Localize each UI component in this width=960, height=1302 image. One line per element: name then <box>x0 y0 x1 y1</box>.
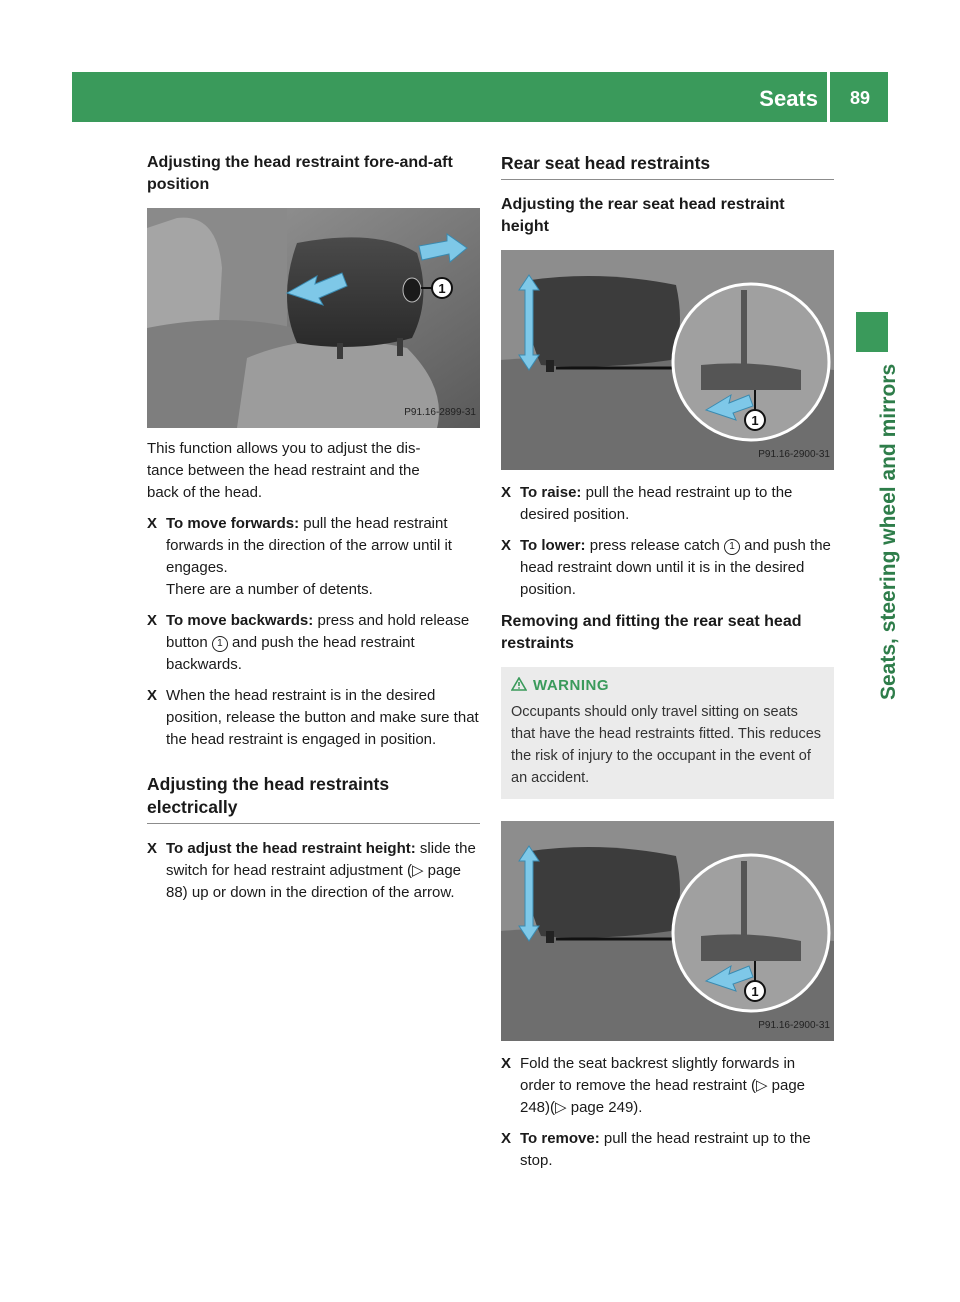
bullet-label: To move forwards: <box>166 515 300 532</box>
heading-fore-aft: Adjusting the head restraint fore-and-aft position <box>147 154 453 193</box>
side-tab-text: Seats, steering wheel and mirrors <box>877 363 900 700</box>
bullet-marker: X <box>147 612 158 629</box>
bullet-marker: X <box>147 687 158 704</box>
heading-rear-height: Adjusting the rear seat head restraint height <box>501 196 785 235</box>
list-item <box>147 513 480 601</box>
warning-box <box>501 667 834 799</box>
warning-text: Occupants should only travel sitting on seats that have the head restraints fitted. This reduces the risk of injury to the occupant in the event of an accident. <box>511 704 822 786</box>
heading-rear-seat: Rear seat head restraints <box>501 152 834 180</box>
list-item <box>147 838 480 904</box>
bullet-text: slide the switch for head restraint adjustment (▷ page 88) up or down in the direction of the arrow. <box>166 840 476 901</box>
bullet-text: and push the head restraint backwards. <box>166 634 415 673</box>
heading-remove-fit: Removing and fitting the rear seat head restraints <box>501 613 802 652</box>
bullet-text: pull the head restraint up to the desired position. <box>520 484 793 523</box>
header-divider <box>827 72 830 122</box>
side-tab-marker <box>856 312 888 352</box>
bullet-note: There are a number of detents. <box>166 581 373 598</box>
bullet-label: To raise: <box>520 484 582 501</box>
figure-code: P91.16-2900-31 <box>758 1020 830 1031</box>
figure-rear-height <box>501 250 834 470</box>
callout-1: 1 <box>751 984 759 999</box>
side-tab-label <box>857 363 900 716</box>
callout-ref-icon: 1 <box>212 636 228 652</box>
right-column <box>501 152 834 1172</box>
callout-1: 1 <box>438 281 446 296</box>
callout-1: 1 <box>751 413 759 428</box>
bullet-marker: X <box>147 515 158 532</box>
list-item <box>501 1053 834 1119</box>
headrest-illustration <box>147 208 480 428</box>
bullet-text: Fold the seat backrest slightly forwards in order to remove the head restraint (▷ page 248)(▷ page 249). <box>520 1055 806 1116</box>
bullet-text: and push the head restraint down until it is in the desired position. <box>520 537 831 598</box>
bullet-text: When the head restraint is in the desired position, release the button and make sure that the head restraint is engaged in position. <box>166 687 479 748</box>
figure-rear-remove <box>501 821 834 1041</box>
list-item <box>501 482 834 526</box>
warning-triangle-icon <box>511 677 527 691</box>
list-item <box>501 535 834 601</box>
header-bar <box>72 72 888 122</box>
bullet-label: To lower: <box>520 537 586 554</box>
list-item <box>501 1128 834 1172</box>
heading-electric: Adjusting the head restraints electrically <box>147 773 480 824</box>
bullet-marker: X <box>501 484 512 501</box>
figure-code: P91.16-2899-31 <box>404 407 476 418</box>
warning-title: WARNING <box>533 677 609 694</box>
bullet-text: pull the head restraint forwards in the direction of the arrow until it engages. <box>166 515 452 576</box>
bullet-marker: X <box>501 1130 512 1147</box>
bullet-text: press release catch <box>585 537 724 554</box>
figure-code: P91.16-2900-31 <box>758 449 830 460</box>
callout-ref-icon: 1 <box>724 539 740 555</box>
bullet-label: To remove: <box>520 1130 600 1147</box>
rear-headrest-illustration <box>501 250 834 470</box>
section-title: Seats <box>759 86 818 111</box>
list-item <box>147 685 480 751</box>
bullet-text: press and hold release button <box>166 612 470 651</box>
left-column <box>147 152 480 904</box>
intro-paragraph: This function allows you to adjust the dis- tance between the head restraint and the back of the head. <box>147 440 421 501</box>
bullet-marker: X <box>501 1055 512 1072</box>
rear-headrest-remove-illustration <box>501 821 834 1041</box>
bullet-label: To adjust the head restraint height: <box>166 840 416 857</box>
figure-fore-aft <box>147 208 480 428</box>
bullet-marker: X <box>147 840 158 857</box>
bullet-label: To move backwards: <box>166 612 314 629</box>
bullet-text: pull the head restraint up to the stop. <box>520 1130 811 1169</box>
bullet-marker: X <box>501 537 512 554</box>
page-number: 89 <box>849 88 870 108</box>
warning-header <box>511 675 824 697</box>
list-item <box>147 610 480 676</box>
